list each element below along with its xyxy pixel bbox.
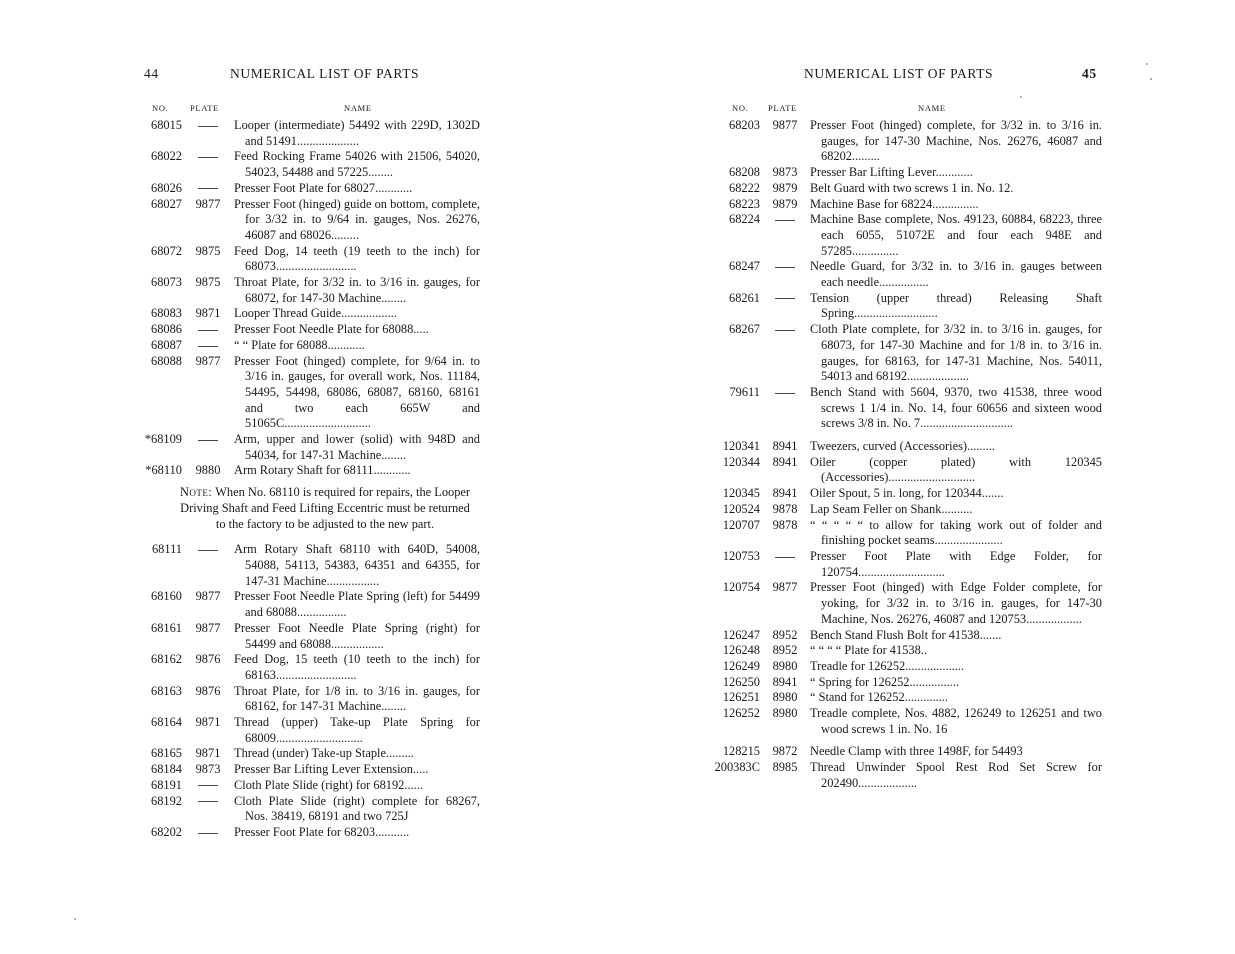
header-plate: PLATE: [768, 103, 797, 113]
part-number: 68163: [151, 683, 182, 698]
part-row: [712, 549, 1102, 580]
part-number: 200383C: [714, 760, 760, 775]
plate-number: 9871: [195, 715, 221, 730]
part-name: Bench Stand with 5604, 9370, two 41538, three wood screws 1 1/4 in. No. 14, four 60656 and sixteen wood screws 3/8 in. No. 7..............................: [810, 384, 1102, 431]
part-number: 120345: [722, 486, 760, 501]
no-plate-dash: [198, 801, 218, 802]
part-row: [712, 760, 1102, 791]
plate-number: 9880: [195, 463, 221, 478]
part-row: [712, 385, 1102, 432]
plate-number: 8941: [772, 486, 798, 501]
no-plate-dash: [775, 330, 795, 331]
no-plate-dash: [775, 267, 795, 268]
part-number: 68165: [151, 746, 182, 761]
part-row: [712, 580, 1102, 627]
paper-speck: [1020, 96, 1022, 98]
plate-number: 8980: [772, 658, 798, 673]
part-number: 79611: [729, 384, 760, 399]
part-number: 68015: [151, 118, 182, 132]
part-name: Presser Bar Lifting Lever............: [810, 165, 973, 180]
note-text: When No. 68110 is required for repairs, the Looper Driving Shaft and Feed Lifting Eccentric must be returned to the factory to be adjusted to the new part.: [180, 485, 471, 531]
header-name: NAME: [344, 103, 372, 113]
part-number: 68160: [151, 589, 182, 604]
part-row: [712, 518, 1102, 549]
part-number: 68088: [151, 353, 182, 368]
header-plate: PLATE: [190, 103, 219, 113]
part-row: [712, 181, 1102, 197]
part-row: [140, 275, 480, 306]
plate-number: 9873: [772, 165, 798, 180]
part-number: 68072: [151, 243, 182, 258]
no-plate-dash: [198, 440, 218, 441]
part-number: 68224: [729, 212, 760, 227]
part-row: [140, 652, 480, 683]
part-name: Presser Bar Lifting Lever Extension.....: [234, 762, 429, 777]
part-number: 68111: [151, 542, 182, 557]
plate-number: [760, 259, 810, 290]
plate-number: 8985: [772, 760, 798, 775]
no-plate-dash: [198, 550, 218, 551]
part-name: Cloth Plate Slide (right) complete for 68267, Nos. 38419, 68191 and two 725J: [234, 793, 480, 824]
part-number: 68261: [729, 290, 760, 305]
part-name: Feed Rocking Frame 54026 with 21506, 54020, 54023, 54488 and 57225........: [234, 149, 480, 180]
part-name: Treadle for 126252...................: [810, 658, 965, 673]
plate-number: 8941: [772, 439, 798, 454]
part-name: Lap Seam Feller on Shank..........: [810, 501, 973, 516]
part-name: Presser Foot (hinged) complete, for 9/64 in. to 3/16 in. gauges, for overall work, Nos. 11184, 54495, 54498, 68086, 68087, 68160, 68161 and two each 665W and 51065C............................: [234, 353, 480, 431]
part-name: Thread Unwinder Spool Rest Rod Set Screw for 202490...................: [810, 760, 1102, 790]
part-number: 126251: [722, 690, 760, 705]
header-no: NO.: [732, 103, 749, 113]
plate-number: 8952: [772, 627, 798, 642]
plate-number: [182, 432, 234, 463]
part-name: Oiler Spout, 5 in. long, for 120344.......: [810, 486, 1004, 501]
part-row: [712, 744, 1102, 760]
part-name: “ “ “ “ “ to allow for taking work out of folder and finishing pocket seams......................: [810, 517, 1102, 548]
part-name: Presser Foot Needle Plate Spring (right) for 54499 and 68088.................: [234, 620, 480, 651]
part-row: [140, 746, 480, 762]
part-number: 68192: [151, 793, 182, 808]
part-name: Presser Foot Needle Plate for 68088.....: [234, 322, 429, 337]
plate-number: 9877: [195, 196, 221, 211]
plate-number: 9872: [772, 744, 798, 759]
part-name: Feed Dog, 14 teeth (19 teeth to the inch) for 68073..........................: [234, 243, 480, 274]
part-row: [712, 675, 1102, 691]
plate-number: 9877: [195, 589, 221, 604]
plate-number: [182, 338, 234, 354]
plate-number: [182, 149, 234, 180]
part-name: “ “ Plate for 68088............: [234, 337, 365, 352]
plate-number: 9871: [195, 746, 221, 761]
part-name: Arm Rotary Shaft 68110 with 640D, 54008, 54088, 54113, 54383, 64351 and 64355, for 147-31 Machine.................: [234, 542, 480, 588]
part-row: [140, 463, 480, 479]
part-number: 68223: [729, 196, 760, 211]
part-row: [712, 212, 1102, 259]
part-name: Needle Clamp with three 1498F, for 54493: [810, 744, 1023, 759]
part-name: Presser Foot (hinged) guide on bottom, complete, for 3/32 in. to 9/64 in. gauges, Nos. 26276, 46087 and 68026.........: [234, 196, 480, 242]
part-row: [140, 621, 480, 652]
repair-note: [140, 485, 480, 532]
plate-number: 8980: [772, 706, 798, 721]
plate-number: 9876: [195, 652, 221, 667]
plate-number: 9875: [195, 243, 221, 258]
part-name: Presser Foot Plate with Edge Folder, for 120754............................: [810, 548, 1102, 579]
plate-number: 9879: [772, 180, 798, 195]
part-number: 126248: [722, 643, 760, 658]
no-plate-dash: [775, 220, 795, 221]
part-name: Machine Base complete, Nos. 49123, 60884, 68223, three each 6055, 51072E and four each 948E and 57285...............: [810, 212, 1102, 258]
plate-number: [760, 549, 810, 580]
part-name: Presser Foot Needle Plate Spring (left) for 54499 and 68088................: [234, 589, 480, 620]
part-number: 68164: [151, 715, 182, 730]
part-name: Oiler (copper plated) with 120345 (Accessories)............................: [810, 454, 1102, 485]
plate-number: 8941: [772, 674, 798, 689]
header-name: NAME: [918, 103, 946, 113]
part-row: [140, 322, 480, 338]
part-row: [140, 825, 480, 841]
plate-number: [760, 212, 810, 259]
part-number: 68184: [151, 762, 182, 777]
plate-number: [182, 778, 234, 794]
parts-table-left: [140, 103, 480, 841]
part-row: [140, 794, 480, 825]
part-name: Tension (upper thread) Releasing Shaft Spring...........................: [810, 290, 1102, 321]
running-title: NUMERICAL LIST OF PARTS: [804, 66, 994, 81]
part-name: Arm, upper and lower (solid) with 948D and 54034, for 147-31 Machine........: [234, 432, 480, 462]
part-name: Feed Dog, 15 teeth (10 teeth to the inch) for 68163..........................: [234, 652, 480, 682]
part-name: “ “ “ “ Plate for 41538..: [810, 643, 927, 658]
part-number: 68086: [151, 322, 182, 337]
part-number: 68267: [729, 322, 760, 337]
part-row: [140, 589, 480, 620]
part-number: *68110: [145, 463, 182, 478]
part-row: [140, 338, 480, 354]
part-number: 68208: [729, 165, 760, 180]
part-name: Needle Guard, for 3/32 in. to 3/16 in. gauges between each needle................: [810, 259, 1102, 290]
part-number: 120754: [722, 580, 760, 595]
plate-number: 9878: [772, 501, 798, 516]
plate-number: [760, 322, 810, 385]
plate-number: 9877: [772, 580, 798, 595]
part-row: [140, 354, 480, 433]
part-name: Belt Guard with two screws 1 in. No. 12.: [810, 180, 1014, 195]
part-row: [140, 715, 480, 746]
part-row: [140, 244, 480, 275]
right-running-head: [712, 66, 1102, 86]
part-number: 68073: [151, 275, 182, 290]
part-row: [712, 502, 1102, 518]
part-number: 126247: [722, 627, 760, 642]
part-number: 120524: [722, 501, 760, 516]
entries-right-c: [712, 744, 1102, 791]
part-row: [712, 690, 1102, 706]
plate-number: 8952: [772, 643, 798, 658]
part-number: 126249: [722, 658, 760, 673]
part-name: Tweezers, curved (Accessories).........: [810, 439, 995, 454]
part-name: Machine Base for 68224...............: [810, 196, 979, 211]
paper-speck: [1146, 63, 1148, 65]
part-name: Presser Foot Plate for 68203...........: [234, 824, 410, 839]
plate-number: [182, 181, 234, 197]
part-name: Throat Plate, for 1/8 in. to 3/16 in. gauges, for 68162, for 147-31 Machine........: [234, 683, 480, 714]
part-name: Presser Foot (hinged) with Edge Folder complete, for yoking, for 3/32 in. to 3/16 in. gauges, for 147-30 Machine, Nos. 26276, 46087 and 120753..................: [810, 580, 1102, 626]
no-plate-dash: [198, 330, 218, 331]
part-name: Throat Plate, for 3/32 in. to 3/16 in. gauges, for 68072, for 147-30 Machine........: [234, 275, 480, 305]
plate-number: 9871: [195, 306, 221, 321]
page-number: 44: [144, 66, 159, 81]
part-number: 68161: [151, 620, 182, 635]
no-plate-dash: [198, 157, 218, 158]
plate-number: [182, 542, 234, 589]
plate-number: 9876: [195, 683, 221, 698]
part-row: [140, 149, 480, 180]
no-plate-dash: [198, 346, 218, 347]
part-row: [712, 706, 1102, 737]
part-name: Thread (upper) Take-up Plate Spring for 68009............................: [234, 715, 480, 745]
part-number: 68022: [151, 149, 182, 164]
parts-table-right: [712, 103, 1102, 792]
entries-right-b: [712, 439, 1102, 737]
part-number: 126252: [722, 706, 760, 721]
part-number: 120341: [722, 439, 760, 454]
part-row: [140, 778, 480, 794]
plate-number: [182, 322, 234, 338]
plate-number: 9877: [195, 620, 221, 635]
part-number: 120707: [722, 517, 760, 532]
part-row: [712, 455, 1102, 486]
part-name: Treadle complete, Nos. 4882, 126249 to 126251 and two wood screws 1 in. No. 16: [810, 706, 1102, 736]
entries-right-a: [712, 118, 1102, 432]
plate-number: 9877: [772, 118, 798, 132]
paper-speck: [74, 918, 76, 920]
plate-number: [182, 794, 234, 825]
part-name: “ Stand for 126252..............: [810, 690, 949, 705]
part-row: [140, 118, 480, 149]
no-plate-dash: [198, 126, 218, 127]
column-headers: [712, 103, 1102, 118]
part-row: [140, 684, 480, 715]
part-row: [140, 762, 480, 778]
plate-number: 9873: [195, 762, 221, 777]
part-name: Looper (intermediate) 54492 with 229D, 1302D and 51491....................: [234, 118, 480, 148]
plate-number: 9875: [195, 275, 221, 290]
paper-speck: [1150, 78, 1152, 80]
part-row: [712, 197, 1102, 213]
right-page: [712, 0, 1102, 954]
part-row: [140, 197, 480, 244]
part-number: 68087: [151, 337, 182, 352]
note-label: Note:: [179, 485, 213, 500]
column-headers: [140, 103, 480, 118]
header-no: NO.: [152, 103, 169, 113]
plate-number: 9879: [772, 196, 798, 211]
part-number: 68162: [151, 652, 182, 667]
plate-number: [182, 118, 234, 149]
part-number: 68026: [151, 180, 182, 195]
plate-number: 9878: [772, 517, 798, 532]
part-row: [712, 118, 1102, 165]
part-row: [712, 628, 1102, 644]
part-row: [712, 643, 1102, 659]
part-row: [712, 165, 1102, 181]
no-plate-dash: [198, 188, 218, 189]
part-name: Thread (under) Take-up Staple.........: [234, 746, 414, 761]
part-row: [140, 181, 480, 197]
part-number: 68191: [151, 777, 182, 792]
no-plate-dash: [198, 833, 218, 834]
entries-left-a: [140, 118, 480, 479]
part-number: 68222: [729, 180, 760, 195]
plate-number: [182, 825, 234, 841]
no-plate-dash: [775, 298, 795, 299]
part-name: Cloth Plate Slide (right) for 68192......: [234, 777, 423, 792]
part-row: [712, 486, 1102, 502]
plate-number: 8941: [772, 454, 798, 469]
plate-number: [760, 291, 810, 322]
no-plate-dash: [775, 557, 795, 558]
running-title: NUMERICAL LIST OF PARTS: [230, 66, 420, 81]
part-name: Arm Rotary Shaft for 68111............: [234, 463, 411, 478]
no-plate-dash: [198, 785, 218, 786]
page-number: 45: [1082, 66, 1097, 81]
part-name: Cloth Plate complete, for 3/32 in. to 3/16 in. gauges, for 68073, for 147-30 Machine and for 1/8 in. to 3/16 in. gauges, for 68163, for 147-31 Machine, Nos. 54011, 54013 and 68192....................: [810, 322, 1102, 384]
part-number: 68027: [151, 196, 182, 211]
part-number: 120753: [722, 548, 760, 563]
part-row: [712, 439, 1102, 455]
part-row: [140, 306, 480, 322]
left-running-head: [140, 66, 480, 86]
part-name: Presser Foot (hinged) complete, for 3/32 in. to 3/16 in. gauges, for 147-30 Machine, Nos. 26276, 46087 and 68202.........: [810, 118, 1102, 164]
plate-number: [760, 385, 810, 432]
plate-number: 9877: [195, 353, 221, 368]
part-name: Bench Stand Flush Bolt for 41538.......: [810, 627, 1002, 642]
part-row: [140, 542, 480, 589]
part-number: *68109: [144, 432, 182, 447]
left-page: [140, 0, 480, 954]
part-name: “ Spring for 126252................: [810, 674, 960, 689]
entries-left-b: [140, 542, 480, 840]
part-row: [712, 659, 1102, 675]
part-row: [712, 291, 1102, 322]
part-row: [712, 259, 1102, 290]
part-number: 128215: [722, 744, 760, 759]
part-number: 126250: [722, 674, 760, 689]
part-number: 68083: [151, 306, 182, 321]
part-number: 120344: [722, 454, 760, 469]
part-number: 68202: [151, 824, 182, 839]
part-number: 68203: [729, 118, 760, 132]
plate-number: 8980: [772, 690, 798, 705]
no-plate-dash: [775, 393, 795, 394]
part-name: Looper Thread Guide..................: [234, 306, 397, 321]
part-number: 68247: [729, 259, 760, 274]
part-name: Presser Foot Plate for 68027............: [234, 180, 413, 195]
part-row: [140, 432, 480, 463]
part-row: [712, 322, 1102, 385]
